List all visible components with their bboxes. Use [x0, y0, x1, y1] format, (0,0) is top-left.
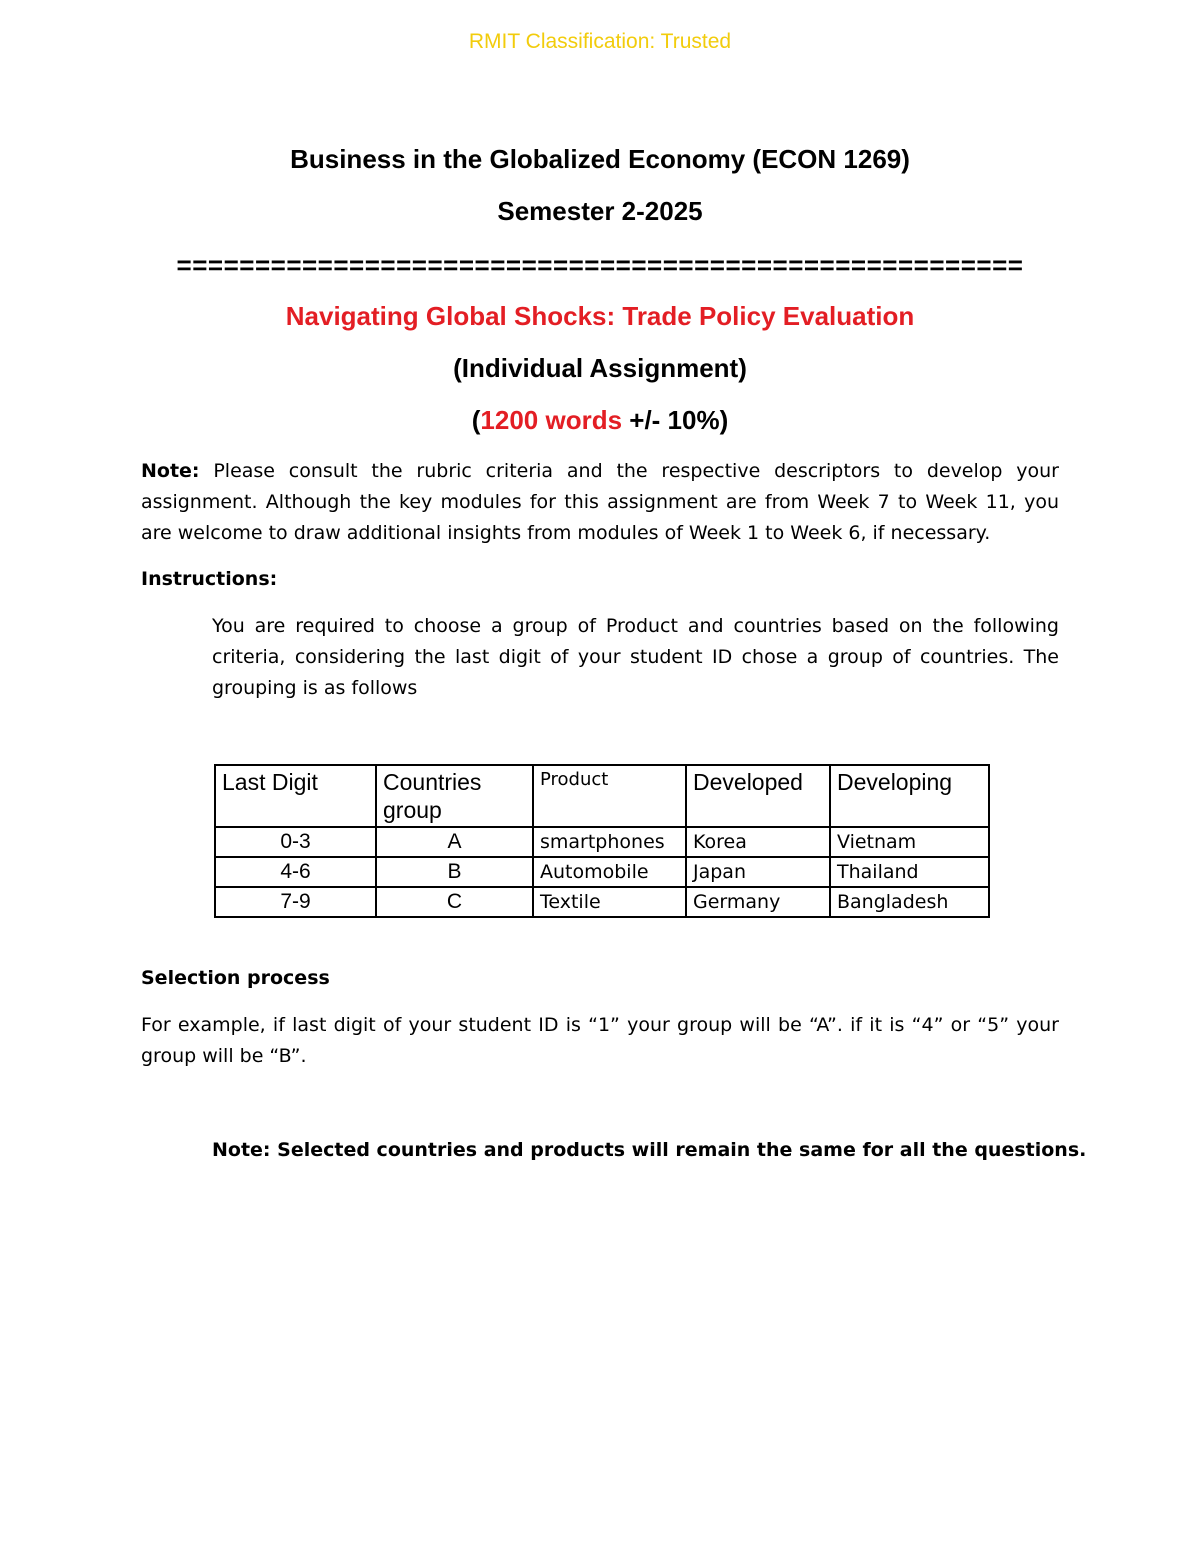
table-cell: Vietnam: [830, 827, 989, 857]
table-cell: Korea: [686, 827, 830, 857]
table-cell: Bangladesh: [830, 887, 989, 917]
table-cell: Thailand: [830, 857, 989, 887]
table-header-cell: Product: [533, 765, 686, 827]
selection-process-label: Selection process: [141, 967, 330, 989]
table-cell: 0-3: [215, 827, 376, 857]
course-title: Business in the Globalized Economy (ECON 1269): [290, 144, 910, 174]
table-cell: A: [376, 827, 533, 857]
divider-line: ======================================================: [176, 250, 1024, 280]
table-row: [215, 887, 989, 917]
table-cell: C: [376, 887, 533, 917]
table-cell: Textile: [533, 887, 686, 917]
word-count: [0, 405, 1200, 436]
table-cell: Automobile: [533, 857, 686, 887]
table-cell: 7-9: [215, 887, 376, 917]
note-paragraph: [141, 456, 1059, 549]
final-note: Note: Selected countries and products will remain the same for all the questions.: [212, 1139, 1087, 1161]
table-cell: Japan: [686, 857, 830, 887]
word-count-words: 1200 words: [480, 405, 623, 435]
grouping-table: [214, 764, 990, 918]
table-header-cell: Countries group: [376, 765, 533, 827]
table-header-cell: Developed: [686, 765, 830, 827]
table-row: [215, 857, 989, 887]
table-cell: B: [376, 857, 533, 887]
assignment-title: Navigating Global Shocks: Trade Policy Evaluation: [285, 301, 915, 331]
note-text: Please consult the rubric criteria and the respective descriptors to develop your assignment. Although the key modules for this assignment are from Week 7 to Week 11, you are welcome to draw additional insights from modules of Week 1 to Week 6, if necessary.: [141, 460, 1059, 544]
table-row: [215, 827, 989, 857]
table-header-cell: Developing: [830, 765, 989, 827]
example-paragraph: For example, if last digit of your student ID is “1” your group will be “A”. if it is “4” or “5” your group will be “B”.: [141, 1014, 1059, 1067]
semester-label: Semester 2-2025: [497, 196, 703, 226]
table-cell: Germany: [686, 887, 830, 917]
instructions-paragraph: You are required to choose a group of Product and countries based on the following criteria, considering the last digit of your student ID chose a group of countries. The grouping is as follows: [212, 615, 1059, 699]
classification-label: RMIT Classification: Trusted: [468, 30, 732, 53]
table-cell: 4-6: [215, 857, 376, 887]
table-header-row: [215, 765, 989, 827]
note-label: Note:: [141, 460, 200, 482]
table-header-cell: Last Digit: [215, 765, 376, 827]
table-cell: smartphones: [533, 827, 686, 857]
word-count-open: (: [471, 405, 481, 435]
instructions-label: Instructions:: [141, 568, 278, 590]
word-count-tolerance: +/- 10%): [622, 405, 729, 435]
assignment-type: (Individual Assignment): [453, 353, 747, 383]
